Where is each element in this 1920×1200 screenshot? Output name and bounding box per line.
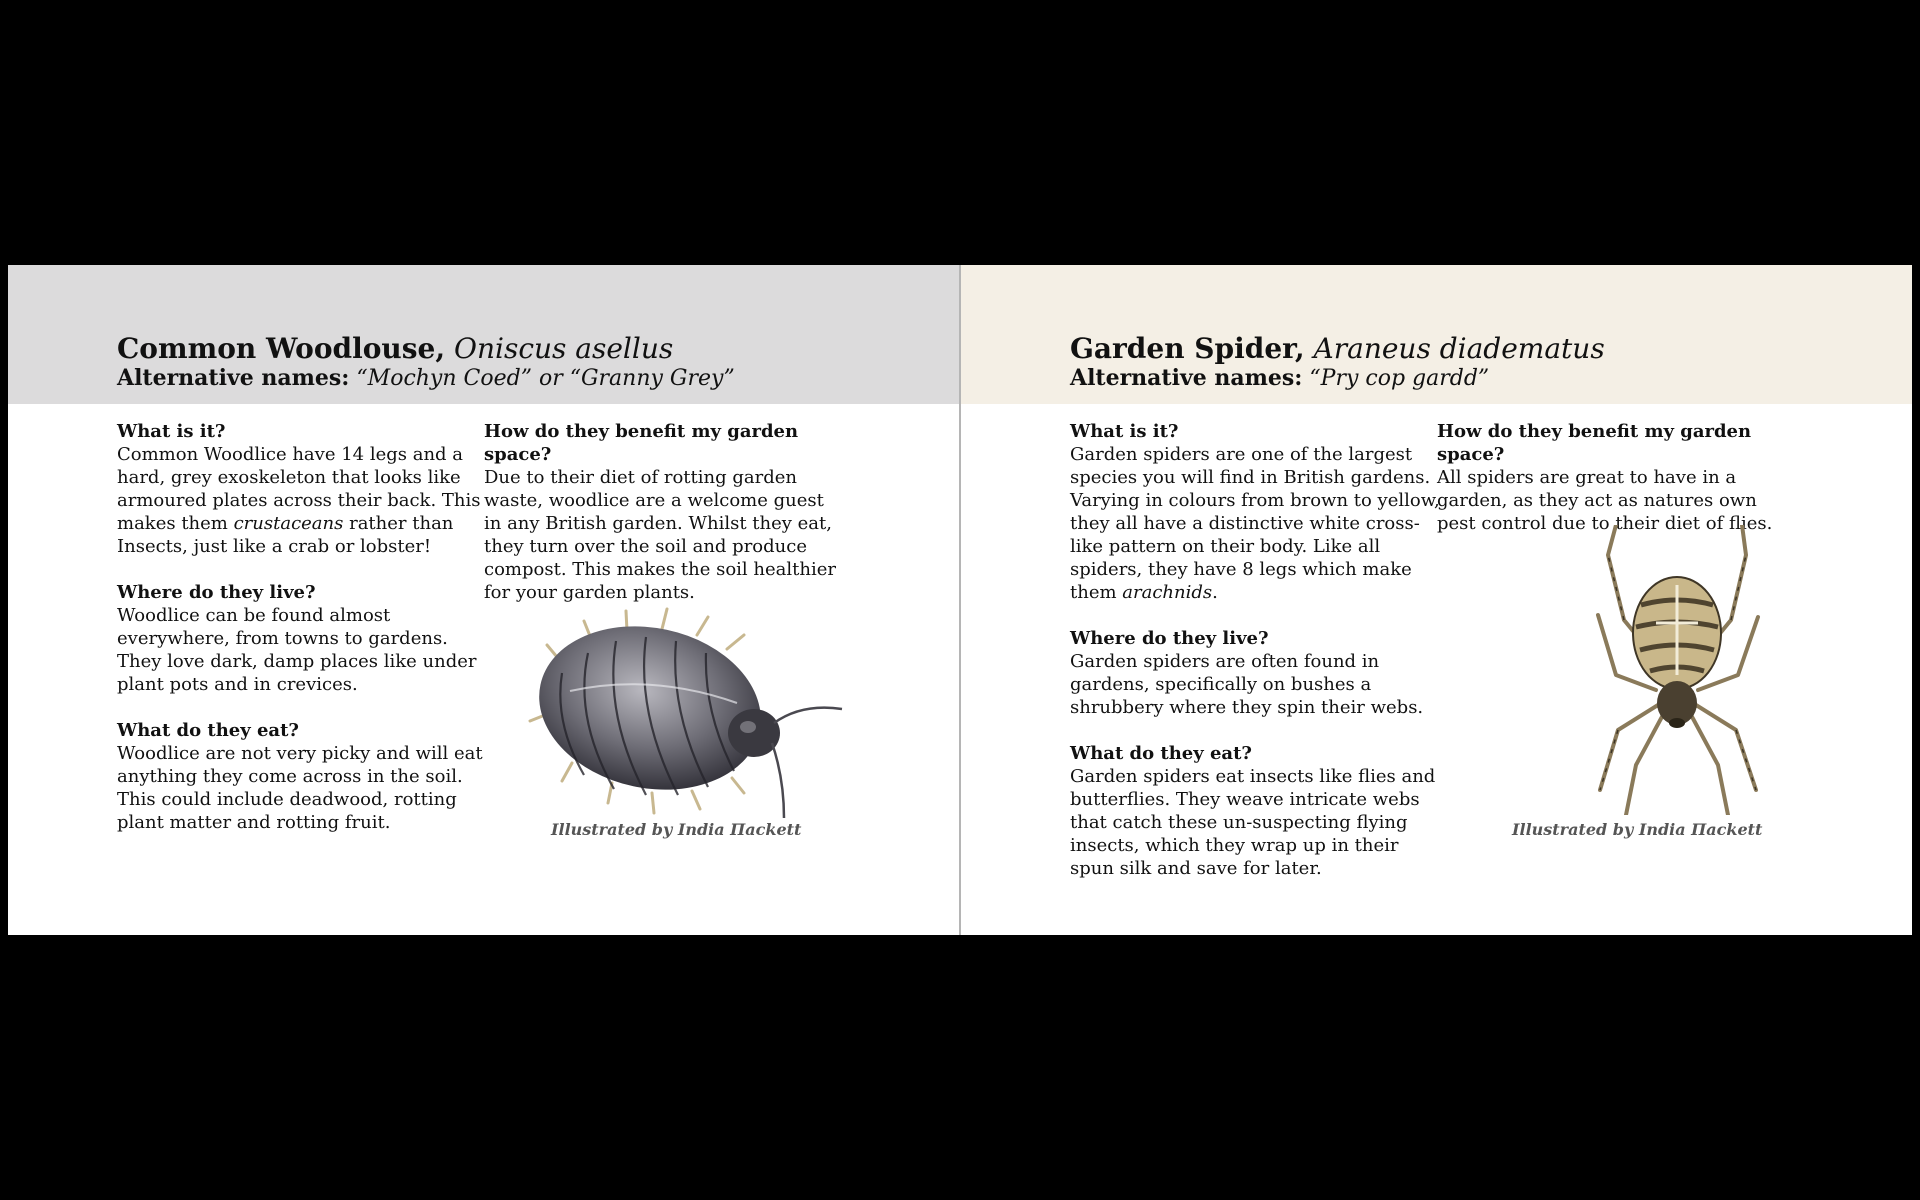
latin-name: Oniscus asellus (454, 332, 674, 365)
latin-name: Araneus diadematus (1313, 332, 1605, 365)
section-heading: Where do they live? (1070, 628, 1269, 649)
section-text (1070, 443, 1440, 604)
text-part: rather than Insects, just like a crab or lobster! (117, 513, 454, 557)
what-section (1070, 420, 1440, 604)
left-column (117, 420, 487, 857)
section-text: Due to their diet of rotting garden waste, woodlice are a welcome guest in any British garden. Whilst they eat, they turn over the soil and produce compost. This makes the soil healthier for your garden plants. (484, 467, 836, 603)
page-title (1070, 333, 1605, 365)
section-heading: How do they benefit my garden space? (1437, 421, 1752, 465)
alternative-names-value: “Pry cop gardd” (1309, 366, 1490, 391)
booklet-spread (8, 265, 1912, 935)
emphasis: crustaceans (233, 513, 344, 534)
text-part: Common Woodlice have 14 legs and a hard, grey exoskeleton that looks like armoured plates across their back. This makes them (117, 444, 481, 534)
illustration-credit: Illustrated by India Пackett (551, 820, 802, 839)
section-heading: What do they eat? (117, 720, 299, 741)
alternative-names-value: “Mochyn Coed” or “Granny Grey” (356, 366, 735, 391)
section-text: Garden spiders eat insects like flies and butterflies. They weave intricate webs that catch these un-suspecting flying insects, which they wrap up in their spun silk and save for later. (1070, 766, 1436, 879)
text-part: . (1212, 582, 1218, 603)
right-column (484, 420, 844, 627)
alternative-names-label: Alternative names: (117, 365, 350, 391)
alternative-names (1070, 365, 1489, 392)
section-heading: What is it? (1070, 421, 1179, 442)
eat-section (117, 719, 487, 834)
common-name: Garden Spider, (1070, 332, 1305, 365)
what-section (117, 420, 487, 558)
section-text (117, 443, 487, 558)
emphasis: arachnids (1122, 582, 1213, 603)
where-section (117, 581, 487, 696)
page-title (117, 333, 673, 365)
benefit-section (484, 420, 844, 604)
section-text: Woodlice can be found almost everywhere, from towns to gardens. They love dark, damp places like under plant pots and in crevices. (117, 605, 477, 695)
section-heading: What is it? (117, 421, 226, 442)
common-name: Common Woodlouse, (117, 332, 446, 365)
alternative-names-label: Alternative names: (1070, 365, 1303, 391)
spider-illustration (1586, 525, 1776, 815)
section-heading: How do they benefit my garden space? (484, 421, 799, 465)
left-column (1070, 420, 1440, 903)
alternative-names (117, 365, 735, 392)
section-text: All spiders are great to have in a garden, as they act as natures own pest control due to their diet of flies. (1437, 467, 1773, 534)
spider-page (961, 265, 1912, 935)
where-section (1070, 627, 1440, 719)
text-part: Garden spiders are one of the largest species you will find in British gardens. Varying in colours from brown to yellow, they all have a distinctive white cross-like pattern on their body. Like all spiders, they have 8 legs which make them (1070, 444, 1440, 603)
section-heading: What do they eat? (1070, 743, 1252, 764)
illustration-credit: Illustrated by India Пackett (1512, 820, 1763, 839)
woodlouse-illustration (522, 603, 862, 833)
eat-section (1070, 742, 1440, 880)
benefit-section (1437, 420, 1797, 535)
section-text: Garden spiders are often found in gardens, specifically on bushes a shrubbery where they spin their webs. (1070, 651, 1424, 718)
section-text: Woodlice are not very picky and will eat anything they come across in the soil. This could include deadwood, rotting plant matter and rotting fruit. (117, 743, 483, 833)
section-heading: Where do they live? (117, 582, 316, 603)
woodlouse-page (8, 265, 959, 935)
